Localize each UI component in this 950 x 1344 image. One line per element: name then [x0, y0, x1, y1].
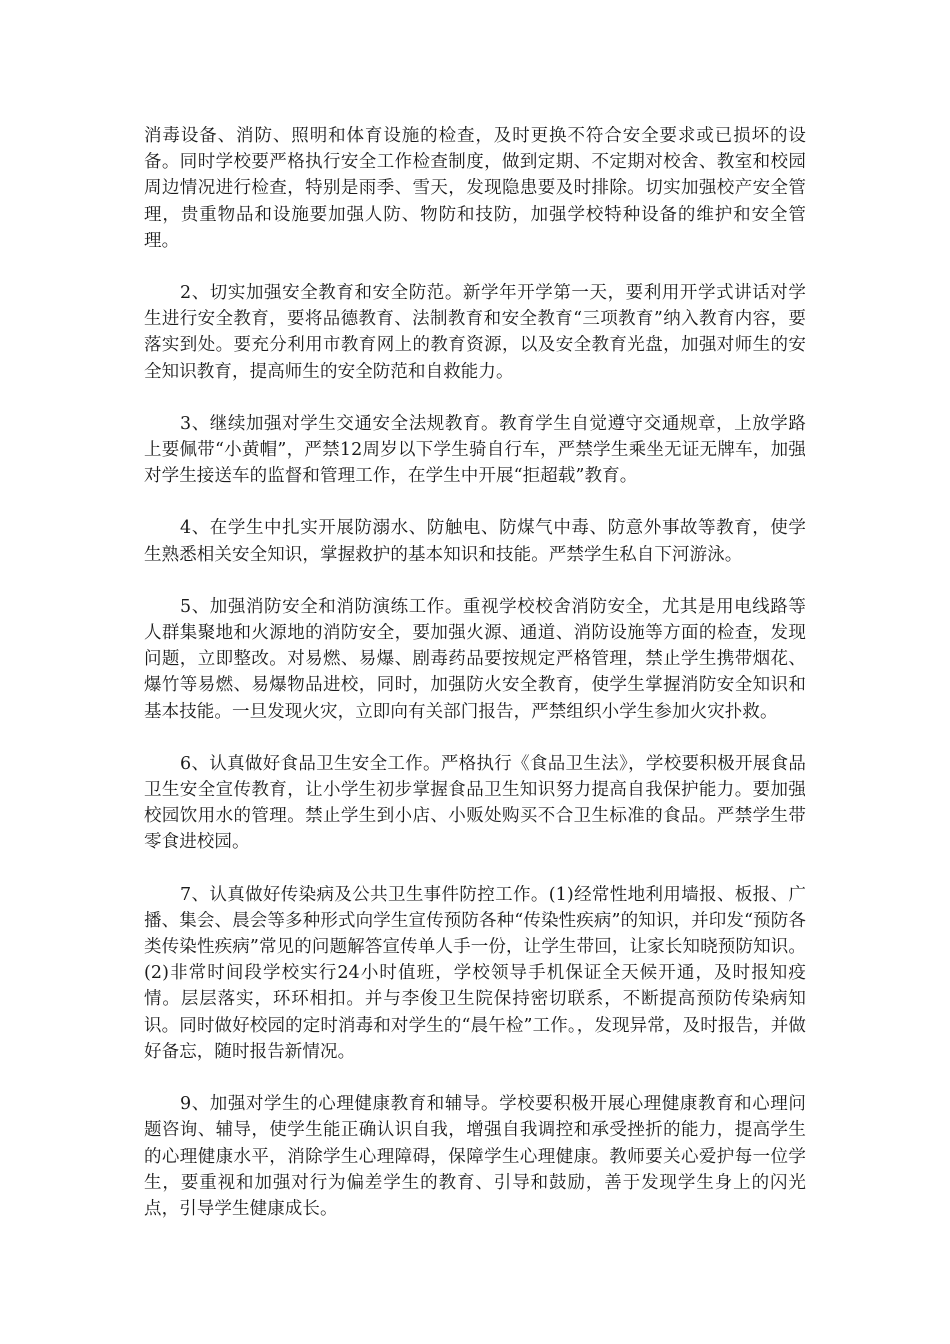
paragraph-facility-inspection: 消毒设备、消防、照明和体育设施的检查，及时更换不符合安全要求或已损坏的设备。同时学校要严格执行安全工作检查制度，做到定期、不定期对校舍、教室和校园周边情况进行检查，特别是雨季、雪天，发现隐患要及时排除。切实加强校产安全管理，贵重物品和设施要加强人防、物防和技防，加强学校特种设备的维护和安全管理。 — [144, 126, 806, 251]
paragraph-disease-prevention: 7、认真做好传染病及公共卫生事件防控工作。(1)经常性地利用墙报、板报、广播、集会、晨会等多种形式向学生宣传预防各种“传染性疾病”的知识，并印发“预防各类传染性疾病”常见的问题解答宣传单人手一份，让学生带回，让家长知晓预防知识。(2)非常时间段学校实行24小时值班，学校领导手机保证全天候开通，及时报知疫情。层层落实，环环相扣。并与李俊卫生院保持密切联系，不断提高预防传染病知识。同时做好校园的定时消毒和对学生的“晨午检”工作。，发现异常，及时报告，并做好备忘，随时报告新情况。 — [144, 884, 806, 1062]
paragraph-food-safety: 6、认真做好食品卫生安全工作。严格执行《食品卫生法》，学校要积极开展食品卫生安全宣传教育，让小学生初步掌握食品卫生知识努力提高自我保护能力。要加强校园饮用水的管理。禁止学生到小店、小贩处购买不合卫生标准的食品。严禁学生带零食进校园。 — [144, 753, 806, 853]
paragraph-traffic-safety: 3、继续加强对学生交通安全法规教育。教育学生自觉遵守交通规章，上放学路上要佩带“小黄帽”，严禁12周岁以下学生骑自行车，严禁学生乘坐无证无牌车，加强对学生接送车的监督和管理工作，在学生中开展“拒超载”教育。 — [144, 413, 806, 487]
paragraph-drowning-prevention: 4、在学生中扎实开展防溺水、防触电、防煤气中毒、防意外事故等教育，使学生熟悉相关安全知识，掌握救护的基本知识和技能。严禁学生私自下河游泳。 — [144, 518, 806, 565]
paragraph-safety-education: 2、切实加强安全教育和安全防范。新学年开学第一天，要利用开学式讲话对学生进行安全教育，要将品德教育、法制教育和安全教育“三项教育”纳入教育内容，要落实到处。要充分利用市教育网上的教育资源，以及安全教育光盘，加强对师生的安全知识教育，提高师生的安全防范和自救能力。 — [144, 283, 806, 382]
document-body — [144, 123, 806, 1248]
paragraph-mental-health: 9、加强对学生的心理健康教育和辅导。学校要积极开展心理健康教育和心理问题咨询、辅导，使学生能正确认识自我，增强自我调控和承受挫折的能力，提高学生的心理健康水平，消除学生心理障碍，保障学生心理健康。教师要关心爱护每一位学生，要重视和加强对行为偏差学生的教育、引导和鼓励，善于发现学生身上的闪光点，引导学生健康成长。 — [144, 1094, 806, 1219]
paragraph-fire-safety: 5、加强消防安全和消防演练工作。重视学校校舍消防安全，尤其是用电线路等人群集聚地和火源地的消防安全，要加强火源、通道、消防设施等方面的检查，发现问题，立即整改。对易燃、易爆、剧毒药品要按规定严格管理，禁止学生携带烟花、爆竹等易燃、易爆物品进校，同时，加强防火安全教育，使学生掌握消防安全知识和基本技能。一旦发现火灾，立即向有关部门报告，严禁组织小学生参加火灾扑救。 — [144, 596, 806, 722]
